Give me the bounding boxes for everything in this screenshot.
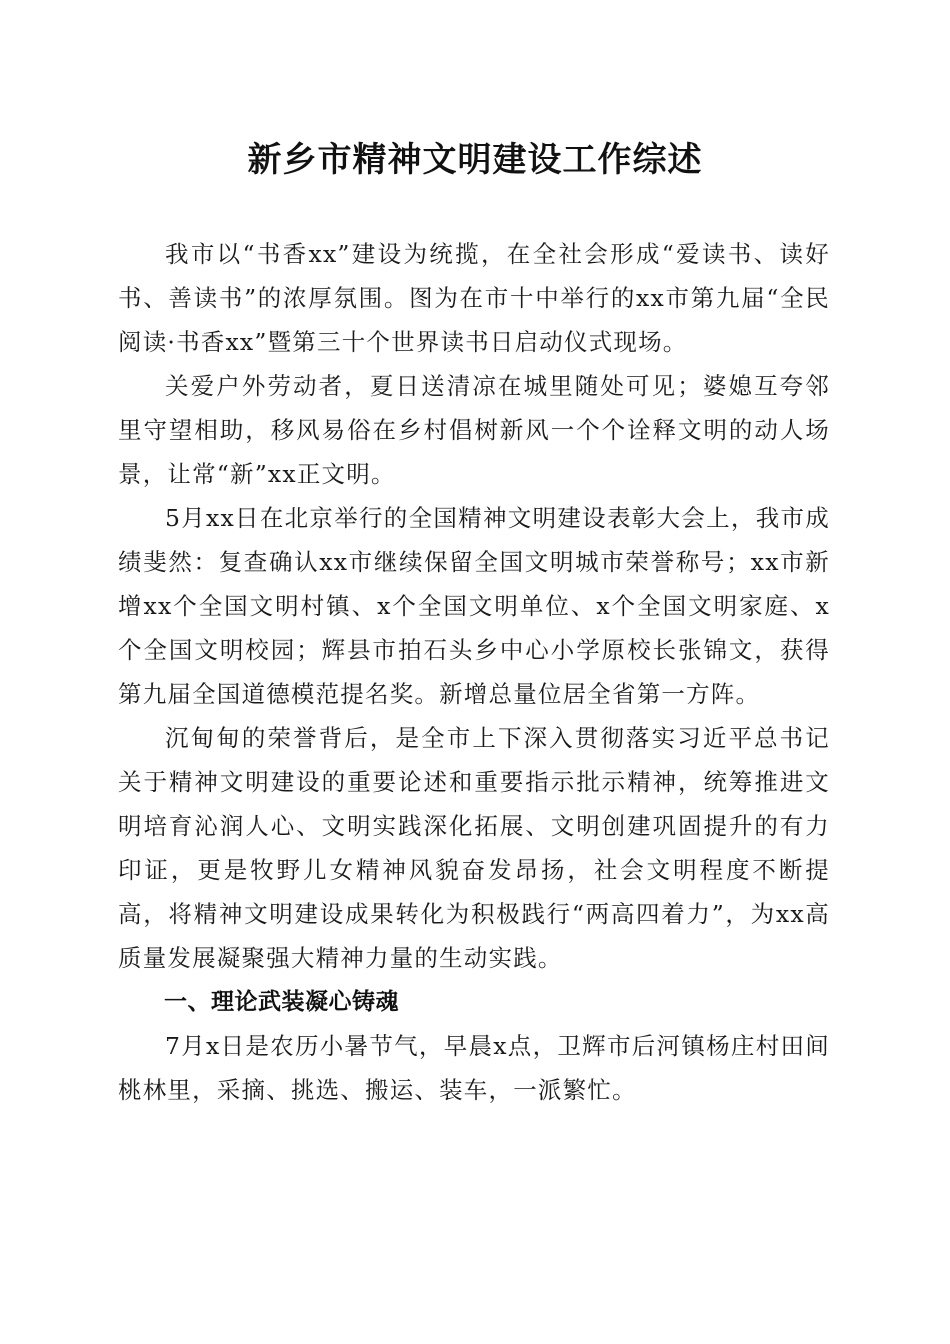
paragraph: 5月xx日在北京举行的全国精神文明建设表彰大会上，我市成绩斐然：复查确认xx市继续保留全国文明城市荣誉称号；xx市新增xx个全国文明村镇、x个全国文明单位、x个全国文明家庭、x个全国文明校园；辉县市拍石头乡中心小学原校长张锦文，获得第九届全国道德模范提名奖。新增总量位居全省第一方阵。	[118, 504, 830, 708]
document-title: 新乡市精神文明建设工作综述	[247, 140, 703, 180]
paragraph: 关爱户外劳动者，夏日送清凉在城里随处可见；婆媳互夸邻里守望相助，移风易俗在乡村倡树新风一个个诠释文明的动人场景，让常“新”xx正文明。	[118, 372, 830, 488]
section-heading: 一、理论武装凝心铸魂	[164, 989, 399, 1015]
paragraph: 我市以“书香xx”建设为统揽，在全社会形成“爱读书、读好书、善读书”的浓厚氛围。图为在市十中举行的xx市第九届“全民阅读·书香xx”暨第三十个世界读书日启动仪式现场。	[118, 240, 830, 356]
paragraph: 7月x日是农历小暑节气，早晨x点，卫辉市后河镇杨庄村田间桃林里，采摘、挑选、搬运、装车，一派繁忙。	[118, 1032, 830, 1104]
document-body	[118, 232, 830, 1112]
paragraph: 沉甸甸的荣誉背后，是全市上下深入贯彻落实习近平总书记关于精神文明建设的重要论述和重要指示批示精神，统筹推进文明培育沁润人心、文明实践深化拓展、文明创建巩固提升的有力印证，更是牧野儿女精神风貌奋发昂扬，社会文明程度不断提高，将精神文明建设成果转化为积极践行“两高四着力”，为xx高质量发展凝聚强大精神力量的生动实践。	[118, 724, 830, 972]
